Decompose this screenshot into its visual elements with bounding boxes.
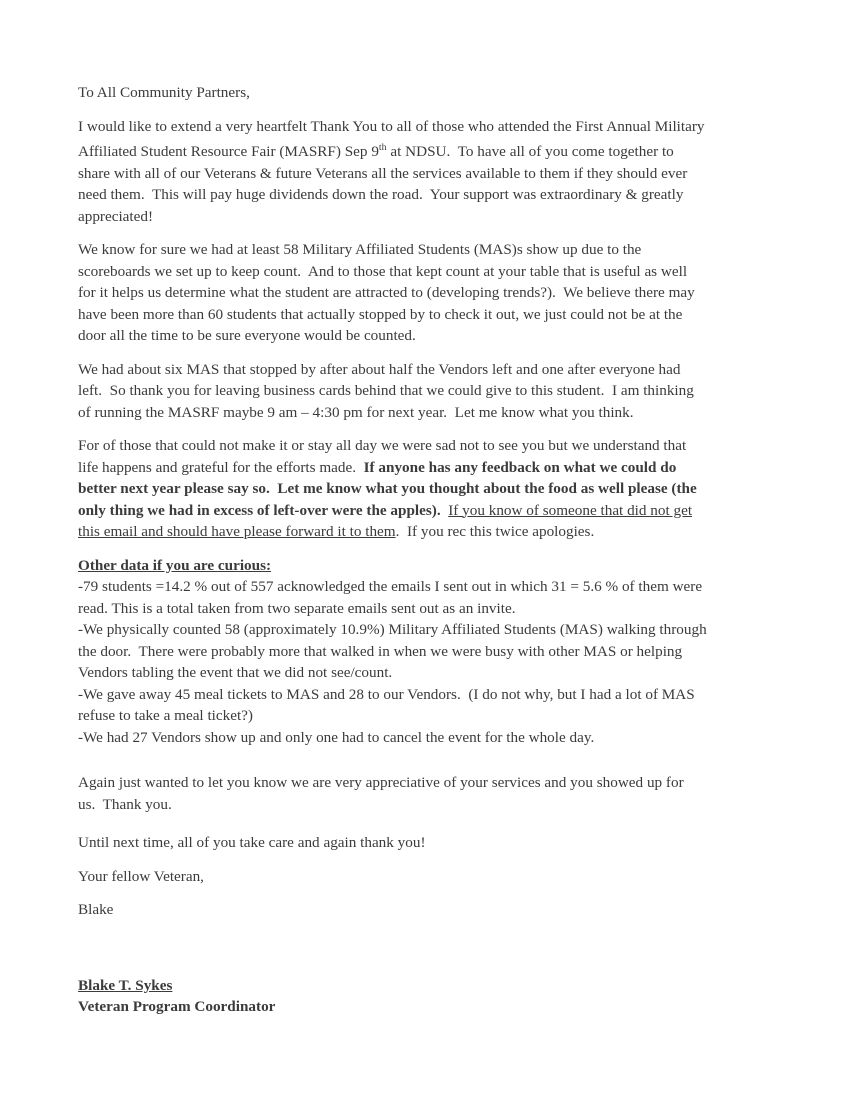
text-segment: Other data if you are curious: (78, 556, 272, 574)
text-segment: th (378, 142, 387, 153)
text-segment: better next year please say so. Let me know what you thought about the food as well please (the (78, 480, 697, 498)
text-segment: -We gave away 45 meal tickets to MAS and 28 to our Vendors. (I do not why, but I had a lot of MAS (78, 685, 695, 703)
text-segment: at NDSU. To have all of you come together to (386, 143, 674, 161)
text-segment: the door. There were probably more that walked in when we were busy with other MAS or helping (78, 642, 683, 660)
text-segment: for it helps us determine what the student are attracted to (developing trends?). We believe there may (78, 284, 695, 302)
text-segment: refuse to take a meal ticket?) (78, 707, 253, 725)
text-line (78, 662, 778, 684)
text-segment: share with all of our Veterans & future Veterans all the services available to them if they should ever (78, 164, 688, 182)
paragraph-appreciative (78, 772, 778, 815)
text-line (78, 521, 778, 543)
text-segment: scoreboards we set up to keep count. And to those that kept count at your table that is useful as well (78, 262, 688, 280)
paragraph-late-students (78, 359, 778, 424)
paragraph-until-next-time (78, 832, 778, 854)
text-segment: To All Community Partners, (78, 84, 250, 101)
text-line (78, 163, 778, 185)
text-line (78, 457, 778, 479)
text-segment: . If you rec this twice apologies. (395, 523, 595, 541)
text-line (78, 261, 778, 283)
text-segment: Blake T. Sykes (78, 976, 173, 994)
text-segment: have been more than 60 students that actually stopped by to check it out, we just could not be at the (78, 305, 683, 323)
closing-line (78, 866, 778, 888)
text-segment: We know for sure we had at least 58 Military Affiliated Students (MAS)s show up due to the (78, 241, 642, 259)
text-segment: If anyone has any feedback on what we could do (363, 458, 677, 476)
text-line (78, 184, 778, 206)
text-line (78, 996, 778, 1018)
text-segment: life happens and grateful for the efforts made. (78, 458, 364, 476)
text-segment: -We physically counted 58 (approximately 10.9%) Military Affiliated Students (MAS) walking through (78, 621, 707, 639)
signature-first-name (78, 899, 778, 921)
text-line (78, 555, 778, 577)
text-line (78, 641, 778, 663)
text-segment: Again just wanted to let you know we are very appreciative of your services and you showed up for (78, 774, 684, 792)
salutation (78, 82, 778, 104)
signature-block (78, 975, 778, 1018)
text-line (78, 899, 778, 921)
text-segment: read. This is a total taken from two separate emails sent out as an invite. (78, 599, 516, 617)
text-segment: I would like to extend a very heartfelt Thank You to all of those who attended the First Annual Military (78, 117, 705, 135)
text-segment: this email and should have please forward it to them (78, 523, 396, 541)
text-segment: left. So thank you for leaving business cards behind that we could give to this student. I am thinking (78, 382, 694, 400)
text-line (78, 794, 778, 816)
text-segment: Veteran Program Coordinator (78, 998, 276, 1016)
text-segment: appreciated! (78, 207, 154, 225)
text-line (78, 866, 778, 888)
text-line (78, 975, 778, 997)
text-segment: of running the MASRF maybe 9 am – 4:30 pm for next year. Let me know what you think. (78, 403, 634, 421)
text-line (78, 478, 778, 500)
text-line (78, 282, 778, 304)
text-line (78, 325, 778, 347)
text-line (78, 772, 778, 794)
text-line (78, 359, 778, 381)
paragraph-feedback (78, 435, 778, 543)
text-line (78, 832, 778, 854)
text-line (78, 137, 778, 163)
paragraph-attendance (78, 239, 778, 347)
text-segment: Until next time, all of you take care and again thank you! (78, 834, 426, 852)
paragraph-thank-you (78, 116, 778, 228)
text-segment: Affiliated Student Resource Fair (MASRF) Sep 9 (78, 143, 379, 161)
text-segment: need them. This will pay huge dividends down the road. Your support was extraordinary & greatly (78, 186, 684, 204)
text-line (78, 304, 778, 326)
text-segment: Your fellow Veteran, (78, 867, 204, 885)
text-segment: us. Thank you. (78, 795, 172, 813)
text-line (78, 402, 778, 424)
text-line (78, 576, 778, 598)
text-line (78, 500, 778, 522)
text-line (78, 380, 778, 402)
text-segment: Vendors tabling the event that we did not see/count. (78, 664, 393, 682)
text-line (78, 239, 778, 261)
text-line (78, 82, 778, 104)
text-line (78, 598, 778, 620)
text-segment: -We had 27 Vendors show up and only one had to cancel the event for the whole day. (78, 728, 595, 746)
text-line (78, 727, 778, 749)
text-segment: -79 students =14.2 % out of 557 acknowledged the emails I sent out in which 31 = 5.6 % of them were (78, 578, 703, 596)
text-line (78, 435, 778, 457)
text-line (78, 684, 778, 706)
text-segment: We had about six MAS that stopped by after about half the Vendors left and one after everyone had (78, 360, 681, 378)
letter-body (78, 82, 778, 1018)
text-line (78, 206, 778, 228)
text-line (78, 705, 778, 727)
text-line (78, 619, 778, 641)
text-segment: door all the time to be sure everyone would be counted. (78, 327, 416, 345)
text-segment: Blake (78, 901, 114, 919)
text-segment: If you know of someone that did not get (448, 501, 693, 519)
text-line (78, 116, 778, 138)
data-section (78, 555, 778, 749)
text-segment: only thing we had in excess of left-over were the apples). (78, 501, 441, 519)
text-segment: For of those that could not make it or stay all day we were sad not to see you but we understand that (78, 437, 687, 455)
